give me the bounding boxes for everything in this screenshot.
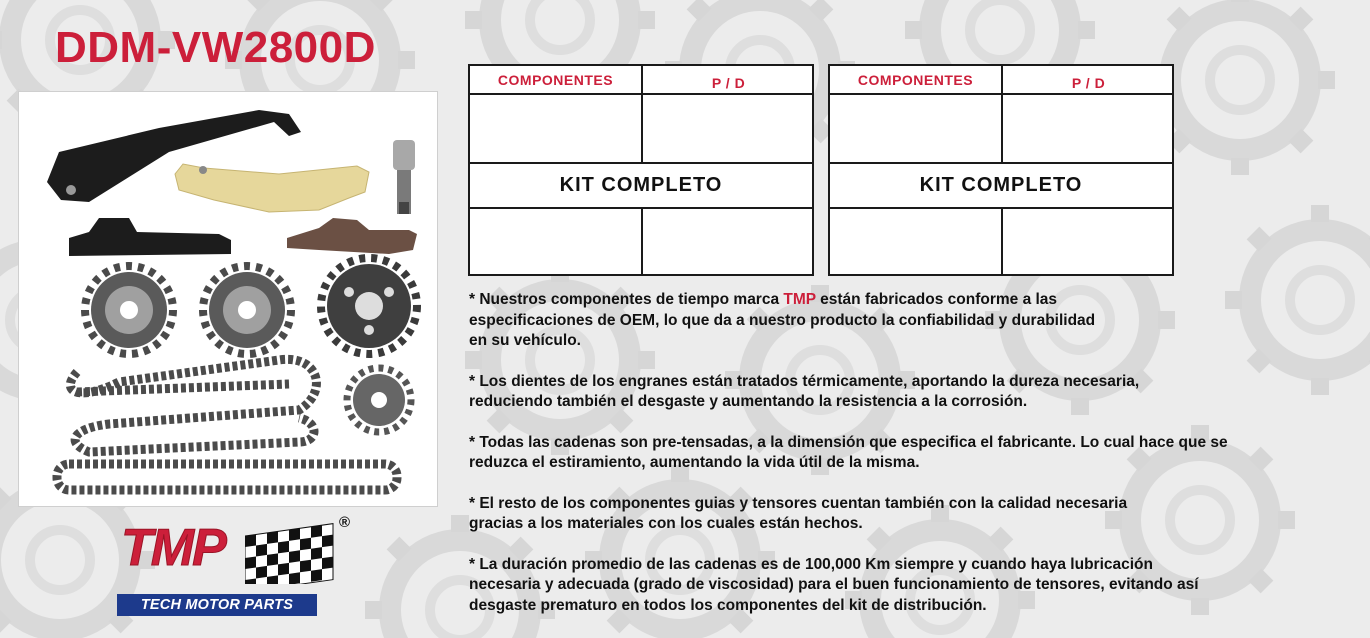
parts-table-right <box>828 64 1174 276</box>
note-item: * El resto de los componentes guias y tensores cuentan también con la calidad necesaria gracias a los materiales con los cuales están hechos. <box>469 494 1128 532</box>
sprocket-2 <box>203 266 291 354</box>
col-componentes-header: COMPONENTES <box>857 72 974 88</box>
sprocket-1 <box>85 266 173 354</box>
guide-rail-small <box>69 218 231 256</box>
kit-completo-label: KIT COMPLETO <box>919 174 1083 196</box>
registered-mark: ® <box>339 514 351 531</box>
note-item: * Todas las cadenas son pre-tensadas, a la dimensión que especifica el fabricante. Lo cual hace que se reduzca el estiramiento, aumentando la vida útil de la misma. <box>469 433 1228 471</box>
logo-tagline: TECH MOTOR PARTS <box>117 594 317 616</box>
tmp-logo <box>117 514 357 618</box>
col-pd-header: P / D <box>711 75 746 91</box>
logo-wordmark: TMP <box>121 519 225 577</box>
kit-completo-label: KIT COMPLETO <box>559 174 723 196</box>
feature-notes <box>469 290 1359 616</box>
guide-rail-brown <box>287 218 417 254</box>
note-item: * Nuestros componentes de tiempo marca TMP están fabricados conforme a las especificaciones de OEM, lo que da a nuestro producto la confiabilidad y durabilidad en su vehículo. <box>469 291 1096 349</box>
product-photo <box>18 91 438 507</box>
timing-kit-illustration <box>19 92 437 506</box>
note-item: * La duración promedio de las cadenas es de 100,000 Km siempre y cuando haya lubricación necesaria y adecuada (grado de viscosidad) para el buen funcionamiento de tensores, evitando así desgaste prematuro en todos los componentes del kit de distribución. <box>469 555 1199 614</box>
sprocket-small <box>347 368 411 432</box>
col-componentes-header: COMPONENTES <box>497 72 614 88</box>
note-item: * Los dientes de los engranes están tratados térmicamente, aportando la dureza necesaria, reduciendo también el desgaste y aumentando la resistencia a la corrosión. <box>469 372 1140 410</box>
tensioner-bolt <box>393 140 415 214</box>
page-title: DDM-VW2800D <box>55 23 376 72</box>
sprocket-3 <box>321 258 417 354</box>
parts-table-left <box>468 64 814 276</box>
timing-chains <box>57 359 397 490</box>
col-pd-header: P / D <box>1071 75 1106 91</box>
brand-name: TMP <box>783 291 816 308</box>
checkered-flag-icon <box>245 522 335 584</box>
